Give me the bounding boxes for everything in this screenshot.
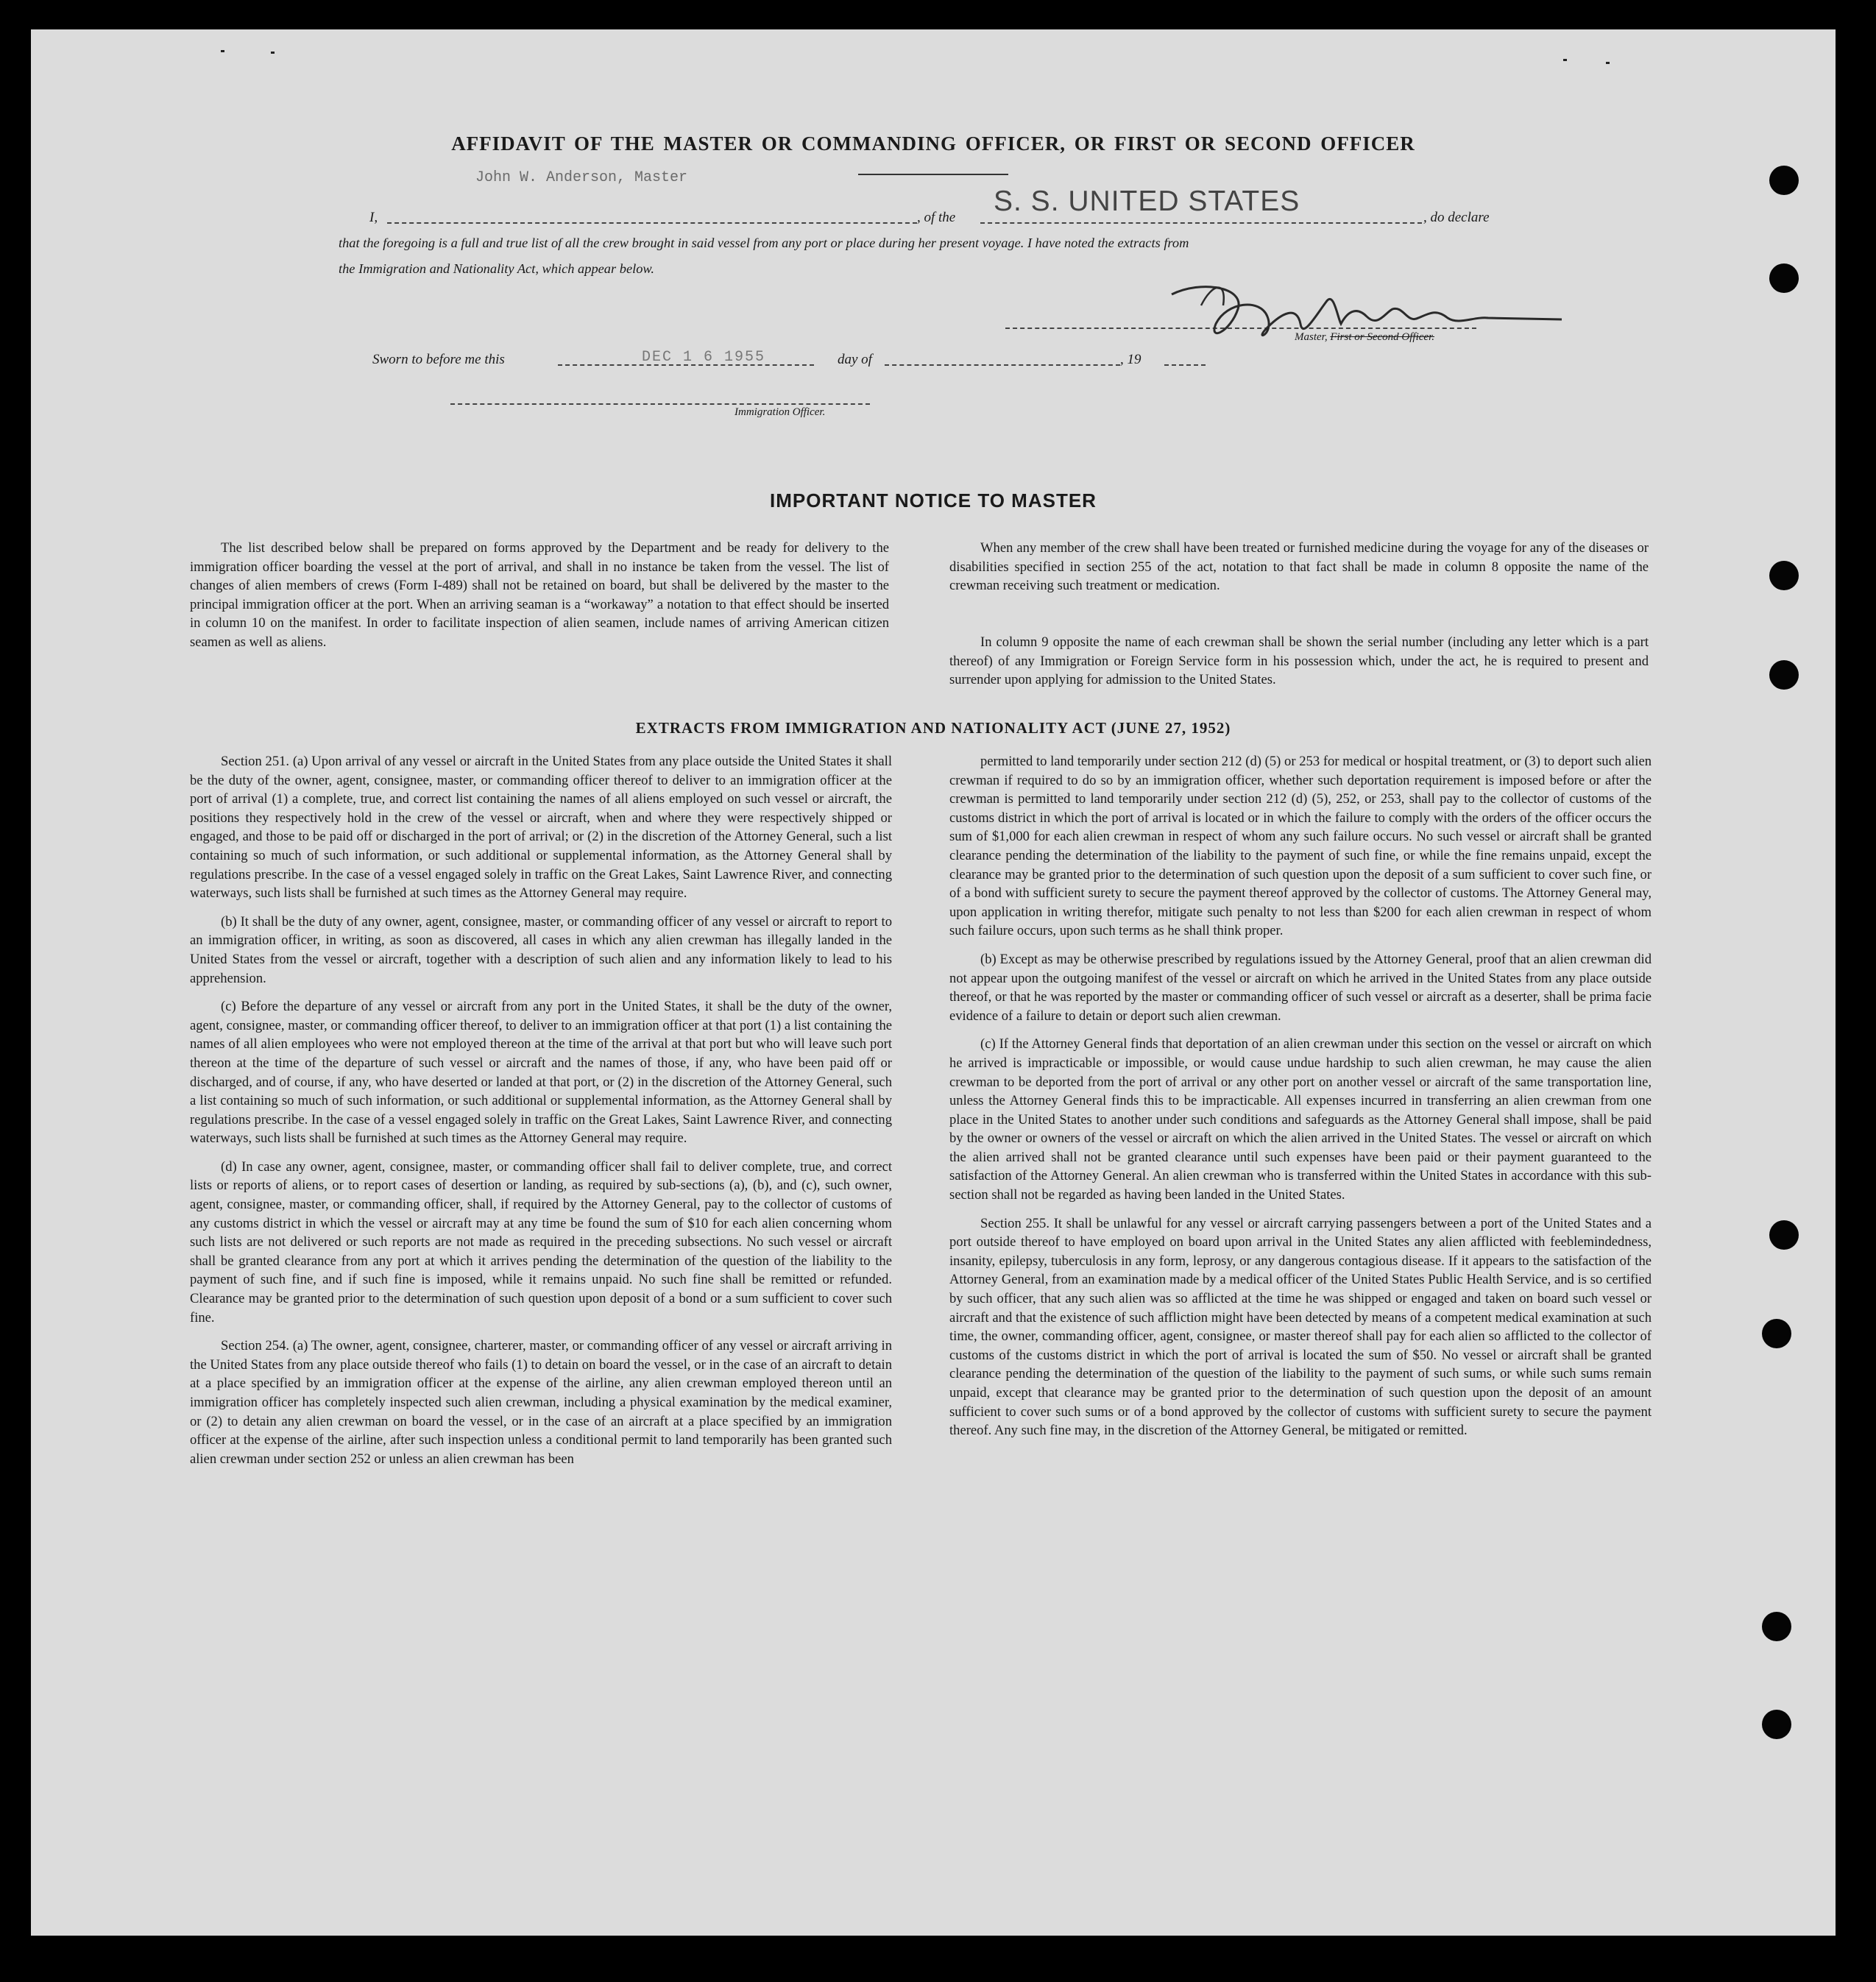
year-label: , 19 (1120, 352, 1141, 367)
i-label: I, (369, 210, 378, 225)
scan-speck (271, 52, 275, 54)
of-the-label: , of the (917, 210, 956, 225)
sworn-date-stamp: DEC 1 6 1955 (642, 349, 766, 366)
document-page (31, 29, 1836, 1936)
notice-title: IMPORTANT NOTICE TO MASTER (770, 489, 1097, 512)
section-254-b: (b) Except as may be otherwise prescribed by regulations issued by the Attorney General, proof that an alien crewman did not appear upon the outgoing manifest of the vessel or aircraft on which he arrived in the United States from any place outside thereof, or that he was reported by the master or commanding officer of such vessel or aircraft as a deserter, shall be prima facie evidence of a failure to detain or deport such alien crewman. (949, 951, 1652, 1024)
punch-hole (1762, 1710, 1791, 1739)
extracts-right-column (949, 752, 1652, 1450)
notice-right-paragraph-2: In column 9 opposite the name of each crewman shall be shown the serial number (including any letter which is a part thereof) of any Immigration or Foreign Service form in his possession which, under the act, he is required to present and surrender upon applying for admission to the United States. (949, 634, 1649, 688)
section-251-c: (c) Before the departure of any vessel or aircraft from any port in the United States, it shall be the duty of the owner, agent, consignee, master, or commanding officer thereof, to deliver to an immigration officer at that port (1) a list containing the names of all alien employees who were not employed thereon at the time of the arrival at that port but who will leave such port thereon at the time of the departure of such vessel or aircraft and the names of those, if any, who have been paid off or discharged, and of course, if any, who have deserted or landed at that port, or (2) in the discretion of the Attorney General, such a list containing so much of such information, or such additional or supplemental information, as the Attorney General shall by regulations prescribe. In the case of a vessel engaged solely in traffic on the Great Lakes, Saint Lawrence River, and connecting waterways, such lists shall be furnished at such times as the Attorney General may require. (190, 999, 892, 1147)
notice-right-paragraph-1: When any member of the crew shall have been treated or furnished medicine during the voyage for any of the diseases or disabilities specified in section 255 of the act, notation to that fact shall be made in column 8 opposite the name of the crewman receiving such treatment or medication. (949, 540, 1649, 594)
immigration-officer-line (450, 403, 870, 405)
month-line (885, 364, 1120, 366)
section-254-a-continued: permitted to land temporarily under section 212 (d) (5) or 253 for medical or hospital treatment, or (3) to deport such alien crewman if required to do so by an immigration officer, whether such deportation requirement is imposed before or after the crewman is permitted to land temporarily under section 212 (d) (5), 252, or 253, shall pay to the collector of customs of the customs district in which the port of arrival is located or in which the failure to comply with the orders of the officer occurs the sum of $1,000 for each alien crewman in respect of whom any such failure occurs. No such vessel or aircraft shall be granted clearance pending the determination of the liability to the payment of such fine, or while the fine remains unpaid, except the clearance may be granted prior to the determination of such question upon the deposit of a sum sufficient to cover such fine, or of a bond with sufficient surety to secure the payment thereof approved by the collector of customs. The Attorney General may, upon application in writing therefor, mitigate such penalty to not less than $200 for each alien crewman in respect of whom such failure occurs, upon such terms as he shall think proper. (949, 754, 1652, 939)
scan-speck (221, 50, 224, 52)
struck-officer-caption: First or Second Officer. (1330, 331, 1434, 343)
affidavit-title: AFFIDAVIT OF THE MASTER OR COMMANDING OFFICER, OR FIRST OR SECOND OFFICER (451, 132, 1415, 155)
punch-hole (1769, 166, 1799, 195)
section-251-d: (d) In case any owner, agent, consignee, master, or commanding officer shall fail to deliver complete, true, and correct lists or reports of aliens, or to report cases of desertion or landing, as required by sub-sections (a), (b), and (c), such owner, agent, consignee, master, or commanding officer, shall, if required by the Attorney General, pay to the collector of customs of any customs district in which the vessel or aircraft may at any time be found the sum of $10 for each alien concerning whom such lists are not delivered or such reports are not made as required in the preceding subsections. No such vessel or aircraft shall be granted clearance from any port at which it arrives pending the determination of the question of the liability to the payment of such fine, and if such fine is imposed, while it remains unpaid. No such fine shall be remitted or refunded. Clearance may be granted prior to the determination of such question upon deposit of a bond or a sum sufficient to cover such fine. (190, 1158, 892, 1326)
master-caption: Master, (1295, 331, 1331, 343)
section-255: Section 255. It shall be unlawful for any vessel or aircraft carrying passengers between a port of the United States and a port outside thereof to have employed on board upon arrival in the United States any alien afflicted with feeblemindedness, insanity, epilepsy, tuberculosis in any form, leprosy, or any dangerous contagious disease. If it appears to the satisfaction of the Attorney General, from an examination made by a medical officer of the United States Public Health Service, and is so certified by such officer, that any such alien was so afflicted at the time he was shipped or engaged and taken on board such vessel or aircraft and that the existence of such affliction might have been detected by means of a competent medical examination at such time, the owner, commanding officer, agent, consignee, or master thereof shall pay for each alien so afflicted to the collector of customs of the customs district in which the port of arrival is located the sum of $50. No vessel or aircraft shall be granted clearance pending the determination of the question of the liability to the payment of such sums, or while such sums remain unpaid, except that clearance may be granted prior to the determination of such question upon the deposit of an amount sufficient to cover such sums or of a bond approved by the collector of customs with sufficient surety to secure the payment thereof. Any such fine may, in the discretion of the Attorney General, be mitigated or remitted. (949, 1215, 1652, 1439)
punch-hole (1769, 660, 1799, 690)
punch-hole (1769, 1220, 1799, 1250)
signature-caption (1295, 331, 1434, 344)
punch-hole (1762, 1319, 1791, 1348)
vessel-name-stamp: S. S. UNITED STATES (994, 185, 1300, 217)
year-line (1164, 364, 1206, 366)
scan-speck (1606, 62, 1610, 64)
declaration-line-1: that the foregoing is a full and true list of all the crew brought in said vessel from any port or place during her present voyage. I have noted the extracts from (339, 236, 1189, 250)
extracts-left-column (190, 752, 892, 1478)
punch-hole (1762, 1612, 1791, 1641)
punch-hole (1769, 263, 1799, 293)
scan-speck (1563, 59, 1567, 61)
section-254-c: (c) If the Attorney General finds that deportation of an alien crewman under this section on the vessel or aircraft on which he arrived is impracticable or impossible, or would cause undue hardship to such alien crewman, he may cause the alien crewman to be deported from the port of arrival or any other port on another vessel or aircraft of the same transportation line, unless the Attorney General finds this to be impracticable. All expenses incurred in transferring an alien crewman from one place in the United States to another under such conditions and safeguards as the Attorney General shall impose, shall be paid by the owner or owners of the vessel or aircraft on which the alien arrived in the United States. The vessel or aircraft on which the alien arrived shall not be granted clearance until such expenses have been paid or their payment guaranteed to the satisfaction of the Attorney General. An alien crewman who is transferred within the United States in accordance with this sub-section shall not be regarded as having been landed in the United States. (949, 1036, 1652, 1203)
notice-left-paragraph: The list described below shall be prepared on forms approved by the Department and be ready for delivery to the immigration officer boarding the vessel at the port of arrival, and shall in no instance be taken from the vessel. The list of changes of alien members of crews (Form I-489) shall not be retained on board, but shall be delivered by the master to the principal immigration officer at the port. When an arriving seaman is a “workaway” a notation to that effect should be inserted in column 10 on the manifest. In order to facilitate inspection of alien seamen, include names of arriving American citizen seamen as well as aliens. (190, 540, 889, 650)
section-251-a: Section 251. (a) Upon arrival of any vessel or aircraft in the United States from any place outside the United States it shall be the duty of the owner, agent, consignee, master, or commanding officer thereof to deliver to an immigration officer at the port of arrival (1) a complete, true, and correct list containing the names of all aliens employed on such vessel or aircraft, the positions they respectively hold in the crew of the vessel or aircraft, when and where they were respectively shipped or engaged, and those to be paid off or discharged in the port of arrival; or (2) in the discretion of the Attorney General, such a list containing so much of such information, or such additional or supplemental information, as the Attorney General shall by regulations prescribe. In the case of a vessel engaged solely in traffic on the Great Lakes, Saint Lawrence River, and connecting waterways, such lists shall be furnished at such times as the Attorney General may require. (190, 754, 892, 902)
extracts-title: EXTRACTS FROM IMMIGRATION AND NATIONALITY ACT (JUNE 27, 1952) (635, 719, 1231, 737)
declaration-line-2: the Immigration and Nationality Act, which appear below. (339, 261, 654, 276)
section-251-b: (b) It shall be the duty of any owner, agent, consignee, master, or commanding officer of any vessel or aircraft to report to an immigration officer, in writing, as soon as discovered, all cases in which any alien crewman has illegally landed in the United States from the vessel or aircraft, together with a description of such alien and any information likely to lead to his apprehension. (190, 913, 892, 986)
immigration-officer-caption: Immigration Officer. (735, 406, 826, 418)
title-rule (858, 174, 1008, 175)
section-254-a: Section 254. (a) The owner, agent, consignee, charterer, master, or commanding officer of any vessel or aircraft arriving in the United States from any place outside thereof who fails (1) to detain on board the vessel, or in the case of an aircraft to detain at a place specified by an immigration officer at the expense of the airline, any alien crewman employed thereon until an immigration officer has completely inspected such alien crewman, including a physical examination by the medical examiner, or (2) to detain any alien crewman on board the vessel, or in the case of an aircraft at a place specified by an immigration officer at the expense of the airline, after such inspection unless a conditional permit to land temporarily has been granted such alien crewman under section 252 or unless an alien crewman has been (190, 1338, 892, 1467)
do-declare-label: , do declare (1423, 210, 1490, 225)
name-line (387, 222, 917, 224)
sworn-label: Sworn to before me this (372, 352, 505, 367)
day-of-label: day of (838, 352, 872, 367)
vessel-line (980, 222, 1422, 224)
punch-hole (1769, 561, 1799, 590)
typed-master-name: John W. Anderson, Master (475, 169, 688, 186)
